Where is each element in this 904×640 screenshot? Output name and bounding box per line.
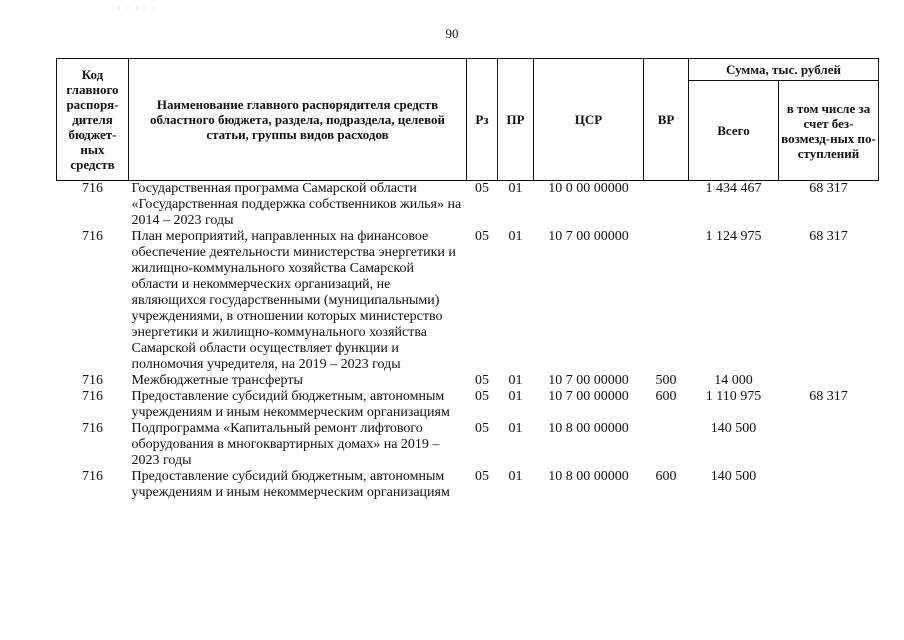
row-grants: [779, 421, 879, 469]
row-rz: 05: [475, 181, 489, 196]
row-pr: 01: [508, 389, 523, 404]
row-rz: 05: [475, 469, 489, 484]
row-vr: [644, 421, 689, 469]
table-row: [57, 373, 879, 389]
page-number: 90: [445, 26, 459, 41]
row-rz: 05: [475, 389, 489, 404]
table-row: [57, 229, 879, 373]
header-grants: в том числе за счет без-возмезд-ных по-ступлений: [779, 81, 879, 181]
row-total: 1 434 467: [705, 181, 762, 196]
row-code: 716: [82, 181, 103, 196]
scan-artifact: · · · · ·: [118, 4, 158, 13]
row-vr: [644, 181, 689, 230]
row-grants: [779, 373, 879, 389]
row-name: План мероприятий, направленных на финансовое обеспечение деятельности министерства энергетики и жилищно-коммунального хозяйства Самарской области и некоммерческих организаций, не являющихся государственными (муниципальными) учреждениями, в отношении которых министерство энергетики и жилищно-коммунального хозяйства Самарской области осуществляет функции и полномочия учредителя, на 2019 – 2023 годы: [131, 229, 456, 372]
header-pr: ПР: [498, 59, 534, 181]
row-pr: 01: [508, 373, 523, 388]
header-code: Код главного распоря-дителя бюджет-ных средств: [57, 59, 129, 181]
table-row: [57, 421, 879, 469]
row-name: Предоставление субсидий бюджетным, автономным учреждениям и иным некоммерческим организациям: [131, 469, 450, 500]
row-grants: 68 317: [809, 229, 848, 244]
row-name: Подпрограмма «Капитальный ремонт лифтового оборудования в многоквартирных домах» на 2019 – 2023 годы: [131, 421, 440, 468]
row-total: 1 110 975: [705, 389, 762, 404]
row-vr: 500: [655, 373, 677, 388]
table-body: [57, 181, 879, 502]
row-total: 140 500: [710, 469, 757, 484]
table-header: [57, 59, 879, 181]
row-vr: 600: [655, 469, 677, 484]
table-row: [57, 389, 879, 421]
row-grants: 68 317: [809, 181, 848, 196]
row-csr: 10 0 00 00000: [548, 181, 629, 196]
header-rz: Рз: [467, 59, 498, 181]
row-pr: 01: [508, 469, 523, 484]
row-rz: 05: [475, 421, 489, 436]
row-name: Межбюджетные трансферты: [131, 373, 303, 388]
header-csr: ЦСР: [534, 59, 644, 181]
row-name: Предоставление субсидий бюджетным, автономным учреждениям и иным некоммерческим организациям: [131, 389, 450, 420]
row-total: 14 000: [714, 373, 753, 388]
row-csr: 10 7 00 00000: [548, 389, 629, 404]
header-name: Наименование главного распорядителя средств областного бюджета, раздела, подраздела, целевой статьи, группы видов расходов: [129, 59, 467, 181]
row-code: 716: [82, 373, 103, 388]
header-total: Всего: [689, 81, 779, 181]
row-name: Государственная программа Самарской области «Государственная поддержка собственников жилья» на 2014 – 2023 годы: [131, 181, 462, 228]
budget-table: [56, 58, 879, 501]
header-vr: ВР: [644, 59, 689, 181]
row-code: 716: [82, 469, 103, 484]
row-csr: 10 8 00 00000: [548, 469, 629, 484]
row-pr: 01: [508, 181, 523, 196]
row-rz: 05: [475, 373, 489, 388]
row-total: 1 124 975: [705, 229, 762, 244]
row-code: 716: [82, 229, 103, 244]
table-row: [57, 469, 879, 501]
row-vr: [644, 229, 689, 373]
row-csr: 10 7 00 00000: [548, 373, 629, 388]
row-rz: 05: [475, 229, 489, 244]
row-total: 140 500: [710, 421, 757, 436]
row-grants: 68 317: [809, 389, 848, 404]
row-pr: 01: [508, 421, 523, 436]
table-row: [57, 181, 879, 230]
row-pr: 01: [508, 229, 523, 244]
row-code: 716: [82, 421, 103, 436]
row-csr: 10 8 00 00000: [548, 421, 629, 436]
row-code: 716: [82, 389, 103, 404]
row-grants: [779, 469, 879, 501]
header-sum: Сумма, тыс. рублей: [689, 59, 879, 81]
row-vr: 600: [655, 389, 677, 404]
row-csr: 10 7 00 00000: [548, 229, 629, 244]
